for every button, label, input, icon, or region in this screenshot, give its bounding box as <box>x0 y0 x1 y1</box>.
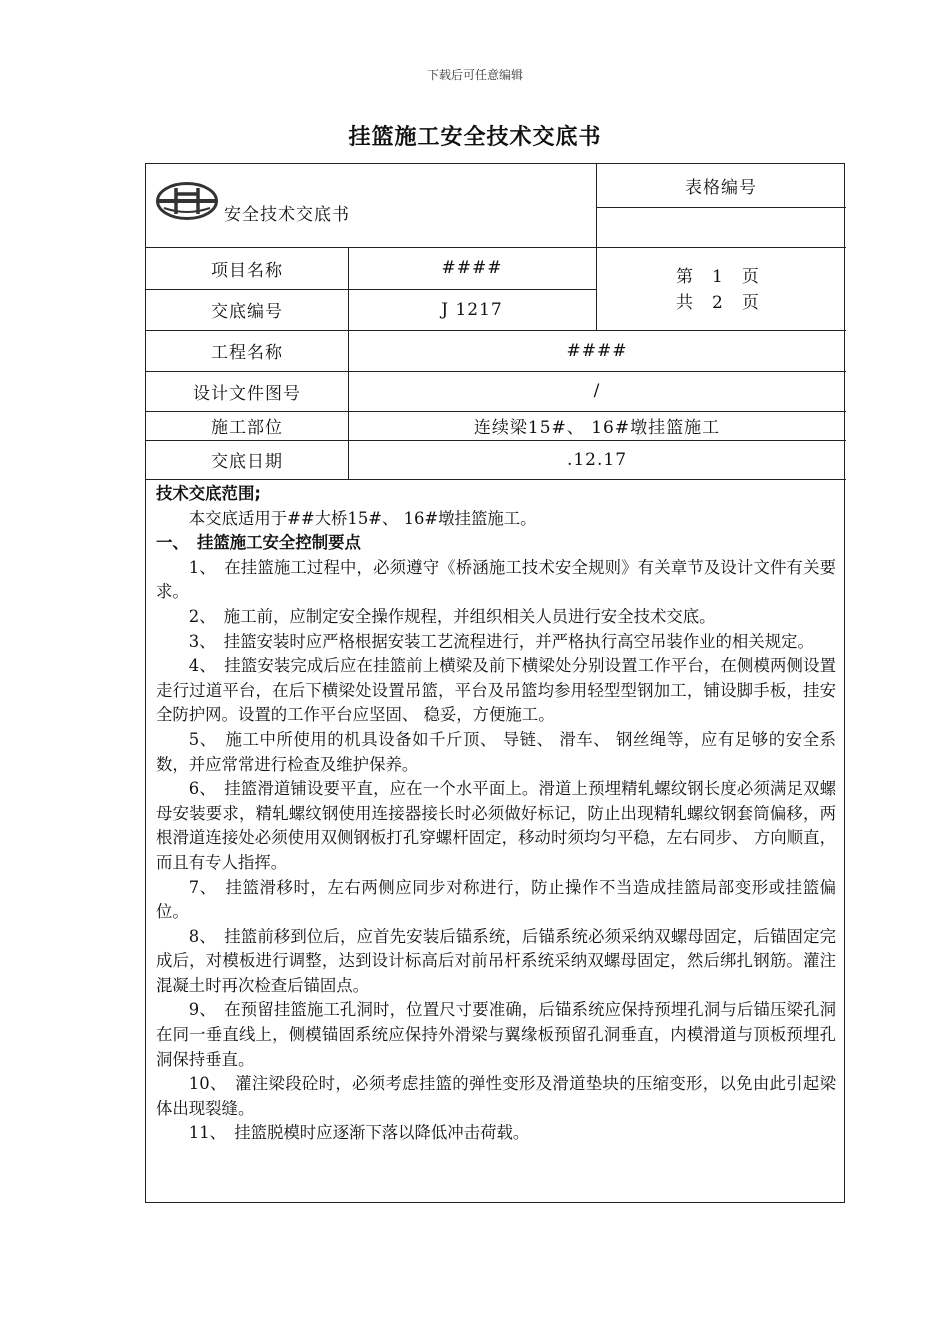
page-total: 共 2 页 <box>676 293 760 313</box>
disclosure-date-label: 交底日期 <box>211 452 283 472</box>
disclosure-number-label: 交底编号 <box>211 302 283 322</box>
company-logo-icon <box>156 182 218 220</box>
top-note: 下载后可任意编辑 <box>426 68 523 82</box>
disclosure-content <box>156 482 836 1146</box>
list-item: 8、 挂篮前移到位后，应首先安装后锚系统，后锚系统必须采纳双螺母固定，后锚固定完成后，对模板进行调整，达到设计标高后对前吊杆系统采纳双螺母固定，然后绑扎钢筋。灌注混凝土时再次检查后锚固点。 <box>156 926 836 995</box>
page-info <box>676 264 760 316</box>
construction-part-label: 施工部位 <box>211 418 283 438</box>
engineering-name-value: #### <box>566 340 628 361</box>
construction-part-value: 连续梁15#、 16#墩挂篮施工 <box>473 418 721 438</box>
list-item: 10、 灌注梁段砼时，必须考虑挂篮的弹性变形及滑道垫块的压缩变形，以免由此引起梁体出现裂缝。 <box>156 1074 836 1118</box>
scope-text: 本交底适用于##大桥15#、 16#墩挂篮施工。 <box>188 508 537 528</box>
engineering-name-label: 工程名称 <box>211 343 283 363</box>
project-name-value: #### <box>441 258 503 278</box>
list-item: 5、 施工中所使用的机具设备如千斤顶、 导链、 滑车、 钢丝绳等，应有足够的安全系数，并应常常进行检查及维护保养。 <box>156 729 836 774</box>
form-number-value <box>596 207 846 247</box>
list-item: 9、 在预留挂篮施工孔洞时，位置尺寸要准确，后锚系统应保持预埋孔洞与后锚压梁孔洞在同一垂直线上，侧模锚固系统应保持外滑梁与翼缘板预留孔洞垂直，内模滑道与顶板预埋孔洞保持垂直。 <box>156 1000 836 1069</box>
list-item: 6、 挂篮滑道铺设要平直，应在一个水平面上。滑道上预埋精轧螺纹钢长度必须满足双螺母安装要求，精轧螺纹钢使用连接器接长时必须做好标记，防止出现精轧螺纹钢套筒偏移，两根滑道连接处必须使用双侧钢板打孔穿螺杆固定，移动时须均匀平稳，左右同步、 方向顺直，而且有专人指挥。 <box>156 779 836 872</box>
scope-heading: 技术交底范围; <box>156 484 261 503</box>
project-name-label: 项目名称 <box>211 260 283 281</box>
disclosure-form-table <box>145 163 845 1203</box>
list-item: 2、 施工前，应制定安全操作规程，并组织相关人员进行安全技术交底。 <box>188 606 716 626</box>
disclosure-number-value: J 1217 <box>441 299 503 320</box>
design-document-value: / <box>593 381 601 401</box>
list-item: 3、 挂篮安装时应严格根据安装工艺流程进行，并严格执行高空吊装作业的相关规定。 <box>188 631 814 651</box>
logo-caption: 安全技术交底书 <box>224 205 350 225</box>
disclosure-date-value: .12.17 <box>566 449 628 470</box>
list-item: 1、 在挂篮施工过程中，必须遵守《桥涵施工技术安全规则》有关章节及设计文件有关要求。 <box>156 557 836 602</box>
page-current: 第 1 页 <box>676 267 760 287</box>
list-item: 11、 挂篮脱模时应逐渐下落以降低冲击荷载。 <box>188 1123 530 1143</box>
list-item: 7、 挂篮滑移时，左右两侧应同步对称进行，防止操作不当造成挂篮局部变形或挂篮偏位。 <box>156 877 836 922</box>
grid-line <box>146 479 846 480</box>
form-number-label: 表格编号 <box>685 178 757 198</box>
document-title: 挂篮施工安全技术交底书 <box>348 125 602 150</box>
section-heading: 一、 挂篮施工安全控制要点 <box>156 533 361 553</box>
list-item: 4、 挂篮安装完成后应在挂篮前上横梁及前下横梁处分别设置工作平台，在侧模两侧设置走行过道平台，在后下横梁处设置吊篮，平台及吊篮均参用轻型型钢加工，铺设脚手板，挂安全防护网。设置的工作平台应坚固、 稳妥，方便施工。 <box>156 656 836 725</box>
design-document-label: 设计文件图号 <box>193 383 301 404</box>
